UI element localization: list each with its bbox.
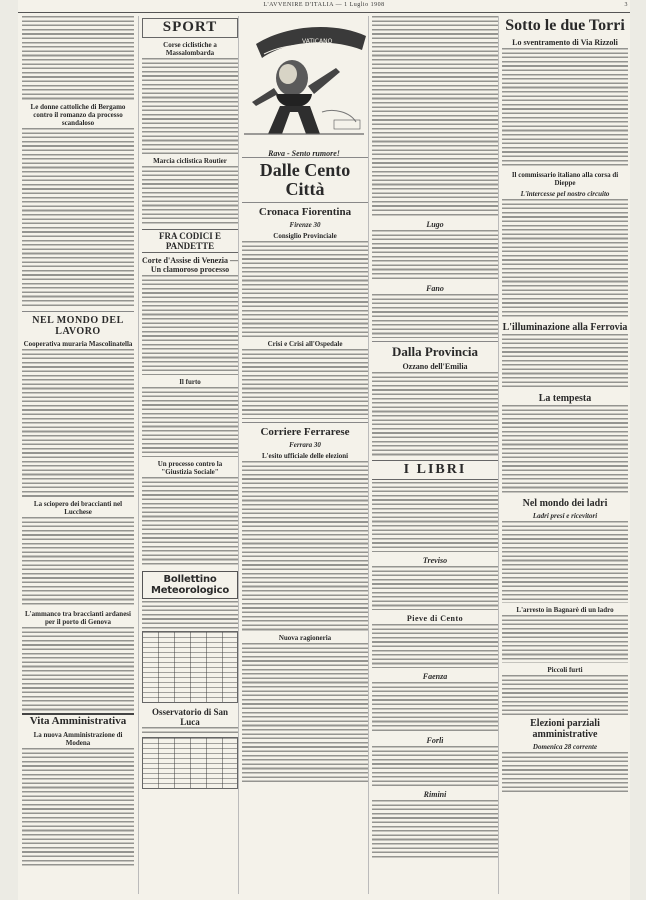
city-heading: Forlì: [426, 736, 444, 746]
article-text: [142, 727, 238, 735]
column-1: [22, 16, 134, 894]
article-subheading: Marcia ciclistica Routier: [153, 156, 227, 165]
article-text: [22, 128, 134, 308]
article-text: [22, 16, 134, 100]
article-text: [22, 517, 134, 607]
article-subheading: Un processo contro la "Giustizia Sociale": [157, 459, 223, 476]
divider: [372, 341, 498, 342]
article-heading: La tempesta: [538, 392, 592, 404]
city-heading: Lugo: [426, 220, 444, 229]
article-text: [502, 405, 628, 495]
article-text: [502, 675, 628, 715]
section-heading: NEL MONDO DEL LAVORO: [32, 315, 124, 337]
masthead: [18, 2, 630, 12]
article-heading: Cronaca Fiorentina: [258, 205, 352, 218]
article-text: [372, 294, 498, 338]
article-subheading: Lo sventramento di Via Rizzoli: [512, 37, 618, 47]
cartoon-label: VATICANO: [302, 38, 333, 45]
section-heading: Dalle Cento Città: [259, 160, 351, 199]
article-subheading: L'intercesse pel nostro circuito: [520, 189, 610, 198]
article-text: [372, 746, 498, 786]
article-subheading: Domenica 28 corrente: [532, 742, 598, 751]
article-heading: Corriere Ferrarese: [260, 425, 350, 438]
article-text: [372, 16, 498, 216]
masthead-rule: [18, 12, 630, 13]
divider: [22, 311, 134, 312]
article-heading: L'illuminazione alla Ferrovia: [502, 321, 628, 333]
article-text: [502, 334, 628, 390]
article-text: [372, 682, 498, 732]
article-text: [242, 241, 368, 337]
observatory-table: [142, 737, 238, 789]
section-heading: FRA CODICI E PANDETTE: [142, 229, 238, 253]
city-heading: Fano: [426, 284, 444, 293]
article-text: [502, 199, 628, 319]
article-subheading: L'esito ufficiale delle elezioni: [261, 451, 349, 460]
observatory-title: Osservatorio di San Luca: [151, 706, 228, 727]
newspaper-page: [18, 0, 630, 900]
article-subheading: Corse ciclistiche a Massalombarda: [163, 40, 217, 57]
article-text: [502, 752, 628, 792]
weather-bulletin-title: Bollettino Meteorologico: [142, 571, 238, 599]
section-heading: Vita Amministrativa: [22, 713, 134, 728]
article-subheading: L'ammanco tra braccianti ardanesi per il porto di Genova: [25, 610, 131, 626]
political-cartoon: [238, 16, 368, 158]
article-subheading: Il commissario italiano alla corsa di Dieppe: [511, 170, 619, 187]
article-text: [142, 387, 238, 457]
article-text: [142, 601, 238, 629]
article-subheading: Ladri presi e ricevitori: [532, 511, 598, 520]
section-heading: SPORT: [142, 18, 238, 38]
article-heading: Le donne cattoliche di Bergamo contro il romanzo da processo scandaloso: [30, 103, 126, 127]
article-text: [502, 615, 628, 663]
article-text: [372, 372, 498, 458]
city-heading: Ozzano dell'Emilia: [402, 361, 468, 371]
column-3: [238, 16, 368, 894]
article-text: [142, 58, 238, 154]
article-text: [22, 349, 134, 497]
article-subheading: Crisi e Crisi all'Ospedale: [267, 339, 343, 348]
article-text: [372, 482, 498, 552]
article-text: [142, 166, 238, 226]
article-text: [372, 800, 498, 860]
cartoon-caption: Rava - Sento rumore!: [268, 149, 340, 158]
article-text: [22, 627, 134, 711]
article-subheading: La nuova Amministrazione di Modena: [33, 730, 123, 747]
article-subheading: Piccoli furti: [547, 665, 583, 674]
article-text: [142, 275, 238, 375]
column-5: [498, 16, 628, 894]
column-4: [368, 16, 498, 894]
article-subheading: Corte d'Assise di Venezia — Un clamoroso processo: [142, 255, 238, 274]
column-2: [138, 16, 238, 894]
article-text: [372, 566, 498, 610]
article-text: [22, 748, 134, 868]
article-text: [372, 624, 498, 668]
weather-table: [142, 631, 238, 703]
section-heading: I LIBRI: [372, 460, 498, 481]
article-subheading: Nuova ragioneria: [278, 633, 332, 642]
dateline: Ferrara 30: [289, 440, 321, 449]
article-subheading: Consiglio Provinciale: [273, 231, 337, 240]
masthead-title: L'AVVENIRE D'ITALIA — 1 Luglio 1908: [263, 2, 385, 8]
city-heading: Pieve di Cento: [406, 614, 464, 624]
article-text: [242, 643, 368, 783]
article-subheading: Cooperativa muraria Mascolinatella: [23, 340, 133, 348]
article-text: [242, 461, 368, 631]
article-text: [372, 230, 498, 280]
article-text: [502, 48, 628, 168]
section-heading: Sotto le due Torri: [505, 17, 625, 34]
dateline: Firenze 30: [289, 220, 321, 229]
article-subheading: L'arresto in Bagnarè di un ladro: [516, 605, 614, 614]
article-subheading: La sciopero dei braccianti nel Lucchese: [33, 500, 123, 516]
article-subheading: Il furto: [179, 377, 201, 386]
article-text: [142, 477, 238, 567]
city-heading: Faenza: [422, 672, 448, 682]
divider: [242, 202, 368, 203]
article-text: [502, 521, 628, 603]
article-heading: Nel mondo dei ladri: [522, 497, 608, 509]
article-heading: Elezioni parziali amministrative: [530, 717, 600, 740]
article-text: [242, 349, 368, 419]
city-heading: Treviso: [422, 556, 448, 566]
section-heading: Dalla Provincia: [391, 344, 479, 359]
city-heading: Rimini: [423, 790, 447, 800]
divider: [242, 422, 368, 423]
cartoon-illustration: [238, 16, 368, 146]
page-number: 3: [624, 2, 628, 8]
